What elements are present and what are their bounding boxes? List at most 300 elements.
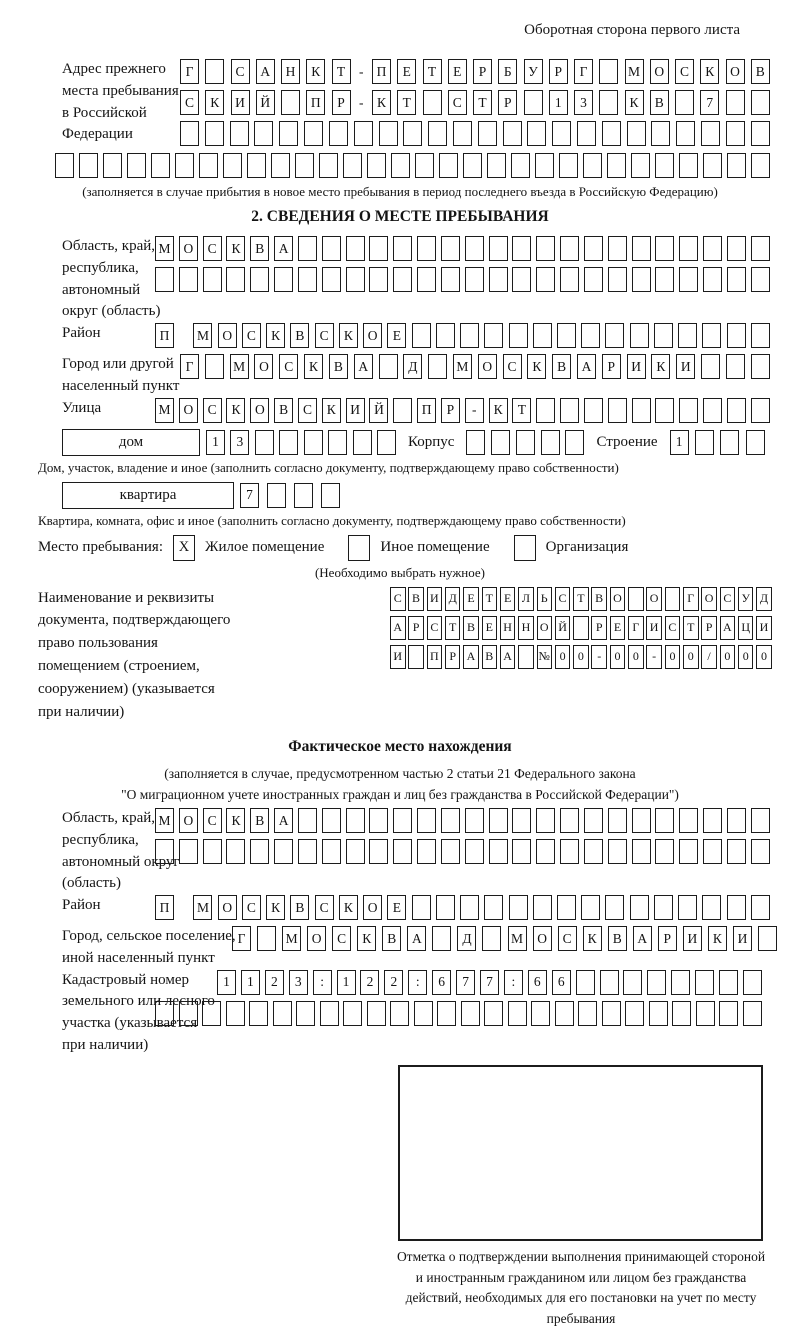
form-cell[interactable] [203, 839, 222, 864]
form-cell[interactable]: С [665, 616, 681, 640]
form-cell[interactable] [727, 153, 746, 178]
form-cell[interactable] [608, 839, 627, 864]
form-cell[interactable] [465, 267, 484, 292]
form-cell[interactable]: В [274, 398, 293, 423]
form-cell[interactable]: А [390, 616, 406, 640]
form-cell[interactable]: С [203, 236, 222, 261]
form-cell[interactable] [390, 1001, 409, 1026]
form-cell[interactable] [491, 430, 510, 455]
form-cell[interactable]: - [465, 398, 484, 423]
form-cell[interactable]: П [155, 895, 174, 920]
form-cell[interactable]: 2 [265, 970, 284, 995]
form-cell[interactable]: 1 [206, 430, 225, 455]
form-cell[interactable]: В [650, 90, 669, 115]
form-cell[interactable]: 0 [683, 645, 699, 669]
form-cell[interactable] [180, 121, 199, 146]
form-cell[interactable]: О [218, 323, 237, 348]
form-cell[interactable] [322, 236, 341, 261]
form-cell[interactable] [758, 926, 777, 951]
form-cell[interactable]: Л [518, 587, 534, 611]
form-cell[interactable] [417, 839, 436, 864]
form-cell[interactable]: Т [423, 59, 442, 84]
form-cell[interactable] [295, 153, 314, 178]
form-cell[interactable] [250, 839, 269, 864]
form-cell[interactable] [412, 323, 431, 348]
form-cell[interactable] [369, 267, 388, 292]
form-cell[interactable] [536, 398, 555, 423]
form-cell[interactable] [518, 645, 534, 669]
form-cell[interactable]: О [646, 587, 662, 611]
form-cell[interactable]: В [290, 323, 309, 348]
form-cell[interactable] [461, 1001, 480, 1026]
form-cell[interactable] [393, 808, 412, 833]
form-cell[interactable]: С [242, 895, 261, 920]
form-cell[interactable]: С [242, 323, 261, 348]
form-cell[interactable]: В [382, 926, 401, 951]
form-cell[interactable] [321, 483, 340, 508]
form-cell[interactable] [678, 323, 697, 348]
form-cell[interactable]: И [427, 587, 443, 611]
form-cell[interactable]: 1 [337, 970, 356, 995]
form-cell[interactable] [630, 895, 649, 920]
form-cell[interactable] [322, 267, 341, 292]
form-cell[interactable] [489, 839, 508, 864]
form-cell[interactable]: 3 [574, 90, 593, 115]
form-cell[interactable] [649, 1001, 668, 1026]
form-cell[interactable] [226, 267, 245, 292]
form-cell[interactable]: Д [756, 587, 772, 611]
form-cell[interactable] [751, 236, 770, 261]
form-cell[interactable]: / [701, 645, 717, 669]
form-cell[interactable]: П [427, 645, 443, 669]
form-cell[interactable] [552, 121, 571, 146]
form-cell[interactable] [651, 121, 670, 146]
form-cell[interactable]: : [504, 970, 523, 995]
form-cell[interactable] [267, 483, 286, 508]
form-cell[interactable] [584, 808, 603, 833]
form-cell[interactable] [573, 616, 589, 640]
form-cell[interactable] [541, 430, 560, 455]
form-cell[interactable] [428, 121, 447, 146]
form-cell[interactable] [701, 121, 720, 146]
form-cell[interactable] [484, 895, 503, 920]
form-cell[interactable] [695, 430, 714, 455]
form-cell[interactable]: Е [397, 59, 416, 84]
form-cell[interactable] [175, 153, 194, 178]
form-cell[interactable] [428, 354, 447, 379]
form-cell[interactable] [432, 926, 451, 951]
form-cell[interactable] [607, 153, 626, 178]
form-cell[interactable]: К [651, 354, 670, 379]
form-cell[interactable]: К [527, 354, 546, 379]
form-cell[interactable] [279, 121, 298, 146]
form-cell[interactable]: Р [701, 616, 717, 640]
form-cell[interactable] [535, 153, 554, 178]
form-cell[interactable]: 1 [670, 430, 689, 455]
form-cell[interactable] [369, 236, 388, 261]
form-cell[interactable] [696, 1001, 715, 1026]
form-cell[interactable] [751, 323, 770, 348]
form-cell[interactable] [441, 267, 460, 292]
form-cell[interactable] [319, 153, 338, 178]
form-cell[interactable] [584, 839, 603, 864]
form-cell[interactable]: : [313, 970, 332, 995]
form-cell[interactable]: С [427, 616, 443, 640]
form-cell[interactable] [655, 808, 674, 833]
form-cell[interactable] [155, 267, 174, 292]
form-cell[interactable] [354, 121, 373, 146]
form-cell[interactable] [393, 839, 412, 864]
form-cell[interactable]: М [193, 323, 212, 348]
form-cell[interactable] [367, 1001, 386, 1026]
form-cell[interactable] [600, 970, 619, 995]
form-cell[interactable]: К [339, 895, 358, 920]
form-cell[interactable]: И [676, 354, 695, 379]
form-cell[interactable]: Т [512, 398, 531, 423]
form-cell[interactable]: Е [500, 587, 516, 611]
form-cell[interactable]: И [646, 616, 662, 640]
form-cell[interactable]: С [315, 895, 334, 920]
form-cell[interactable] [423, 90, 442, 115]
form-cell[interactable]: 6 [528, 970, 547, 995]
form-cell[interactable] [665, 587, 681, 611]
form-cell[interactable] [701, 354, 720, 379]
form-cell[interactable] [516, 430, 535, 455]
form-cell[interactable] [298, 267, 317, 292]
form-cell[interactable] [746, 430, 765, 455]
form-cell[interactable] [179, 267, 198, 292]
form-cell[interactable] [679, 808, 698, 833]
form-cell[interactable] [393, 267, 412, 292]
form-cell[interactable]: 1 [549, 90, 568, 115]
form-cell[interactable]: Е [387, 323, 406, 348]
form-cell[interactable]: М [155, 808, 174, 833]
form-cell[interactable] [205, 59, 224, 84]
form-cell[interactable]: 6 [432, 970, 451, 995]
form-cell[interactable]: К [357, 926, 376, 951]
form-cell[interactable]: П [372, 59, 391, 84]
form-cell[interactable]: А [577, 354, 596, 379]
form-cell[interactable]: О [726, 59, 745, 84]
form-cell[interactable] [274, 839, 293, 864]
form-cell[interactable]: В [591, 587, 607, 611]
form-cell[interactable] [602, 121, 621, 146]
form-cell[interactable]: 7 [240, 483, 259, 508]
form-cell[interactable]: В [463, 616, 479, 640]
form-cell[interactable]: 0 [665, 645, 681, 669]
form-cell[interactable] [536, 236, 555, 261]
form-cell[interactable]: 3 [230, 430, 249, 455]
form-cell[interactable]: Р [441, 398, 460, 423]
form-cell[interactable] [417, 236, 436, 261]
form-cell[interactable]: Т [482, 587, 498, 611]
form-cell[interactable]: 6 [552, 970, 571, 995]
form-cell[interactable]: 0 [720, 645, 736, 669]
form-cell[interactable]: Д [457, 926, 476, 951]
form-cell[interactable] [79, 153, 98, 178]
form-cell[interactable]: Е [463, 587, 479, 611]
form-cell[interactable] [555, 1001, 574, 1026]
form-cell[interactable] [524, 90, 543, 115]
form-cell[interactable]: И [627, 354, 646, 379]
checkbox-residential[interactable]: X [173, 535, 195, 561]
form-cell[interactable]: И [683, 926, 702, 951]
form-cell[interactable] [328, 430, 347, 455]
form-cell[interactable]: А [354, 354, 373, 379]
form-cell[interactable]: Й [555, 616, 571, 640]
form-cell[interactable]: К [304, 354, 323, 379]
form-cell[interactable] [441, 236, 460, 261]
form-cell[interactable]: Т [332, 59, 351, 84]
form-cell[interactable]: И [733, 926, 752, 951]
form-cell[interactable]: Т [473, 90, 492, 115]
form-cell[interactable] [460, 323, 479, 348]
form-cell[interactable]: М [625, 59, 644, 84]
form-cell[interactable]: П [306, 90, 325, 115]
form-cell[interactable] [379, 354, 398, 379]
form-cell[interactable] [202, 1001, 221, 1026]
form-cell[interactable]: М [282, 926, 301, 951]
form-cell[interactable]: К [226, 398, 245, 423]
form-cell[interactable] [655, 267, 674, 292]
form-cell[interactable] [304, 430, 323, 455]
form-cell[interactable] [508, 1001, 527, 1026]
form-cell[interactable] [346, 808, 365, 833]
form-cell[interactable] [608, 808, 627, 833]
form-cell[interactable]: 7 [480, 970, 499, 995]
form-cell[interactable] [655, 398, 674, 423]
form-cell[interactable] [608, 398, 627, 423]
form-cell[interactable] [751, 90, 770, 115]
form-cell[interactable] [322, 839, 341, 864]
form-cell[interactable] [298, 808, 317, 833]
form-cell[interactable] [353, 430, 372, 455]
form-cell[interactable]: С [675, 59, 694, 84]
form-cell[interactable] [463, 153, 482, 178]
form-cell[interactable] [703, 153, 722, 178]
form-cell[interactable]: О [179, 236, 198, 261]
form-cell[interactable] [478, 121, 497, 146]
form-cell[interactable] [512, 839, 531, 864]
form-cell[interactable]: В [482, 645, 498, 669]
form-cell[interactable] [484, 1001, 503, 1026]
form-cell[interactable] [412, 895, 431, 920]
form-cell[interactable] [249, 1001, 268, 1026]
form-cell[interactable]: О [250, 398, 269, 423]
form-cell[interactable] [679, 153, 698, 178]
form-cell[interactable] [605, 323, 624, 348]
form-cell[interactable] [751, 839, 770, 864]
form-cell[interactable] [322, 808, 341, 833]
form-cell[interactable] [343, 1001, 362, 1026]
form-cell[interactable]: 7 [456, 970, 475, 995]
form-cell[interactable]: М [155, 398, 174, 423]
form-cell[interactable] [531, 1001, 550, 1026]
form-cell[interactable]: О [218, 895, 237, 920]
form-cell[interactable] [273, 1001, 292, 1026]
form-cell[interactable]: М [230, 354, 249, 379]
form-cell[interactable] [557, 323, 576, 348]
form-cell[interactable]: К [583, 926, 602, 951]
form-cell[interactable] [727, 895, 746, 920]
form-cell[interactable] [719, 970, 738, 995]
form-cell[interactable]: : [408, 970, 427, 995]
form-cell[interactable]: К [700, 59, 719, 84]
form-cell[interactable] [584, 236, 603, 261]
form-cell[interactable] [527, 121, 546, 146]
form-cell[interactable]: И [231, 90, 250, 115]
form-cell[interactable]: Р [658, 926, 677, 951]
form-cell[interactable]: В [290, 895, 309, 920]
form-cell[interactable] [489, 236, 508, 261]
form-cell[interactable]: А [720, 616, 736, 640]
form-cell[interactable] [557, 895, 576, 920]
form-cell[interactable] [632, 808, 651, 833]
form-cell[interactable] [727, 398, 746, 423]
form-cell[interactable]: - [646, 645, 662, 669]
form-cell[interactable]: С [180, 90, 199, 115]
checkbox-organization[interactable] [514, 535, 536, 561]
form-cell[interactable] [465, 236, 484, 261]
form-cell[interactable] [55, 153, 74, 178]
form-cell[interactable] [679, 398, 698, 423]
form-cell[interactable] [727, 323, 746, 348]
form-cell[interactable] [584, 267, 603, 292]
form-cell[interactable]: Н [281, 59, 300, 84]
form-cell[interactable] [536, 267, 555, 292]
form-cell[interactable]: - [591, 645, 607, 669]
form-cell[interactable] [577, 121, 596, 146]
form-cell[interactable] [671, 970, 690, 995]
form-cell[interactable]: Р [445, 645, 461, 669]
form-cell[interactable] [726, 354, 745, 379]
form-cell[interactable]: Г [574, 59, 593, 84]
form-cell[interactable]: К [266, 895, 285, 920]
form-cell[interactable]: Р [332, 90, 351, 115]
form-cell[interactable]: А [463, 645, 479, 669]
form-cell[interactable] [675, 90, 694, 115]
form-cell[interactable]: 0 [610, 645, 626, 669]
form-cell[interactable] [223, 153, 242, 178]
form-cell[interactable]: О [363, 323, 382, 348]
form-cell[interactable]: Г [628, 616, 644, 640]
form-cell[interactable] [487, 153, 506, 178]
form-cell[interactable] [441, 839, 460, 864]
form-cell[interactable]: К [266, 323, 285, 348]
form-cell[interactable] [560, 398, 579, 423]
form-cell[interactable] [654, 323, 673, 348]
form-cell[interactable] [576, 970, 595, 995]
form-cell[interactable]: Б [498, 59, 517, 84]
form-cell[interactable] [584, 398, 603, 423]
form-cell[interactable]: О [533, 926, 552, 951]
form-cell[interactable] [727, 839, 746, 864]
form-cell[interactable]: Р [473, 59, 492, 84]
form-cell[interactable]: С [448, 90, 467, 115]
form-cell[interactable] [271, 153, 290, 178]
form-cell[interactable] [743, 970, 762, 995]
form-cell[interactable] [655, 236, 674, 261]
form-cell[interactable]: О [363, 895, 382, 920]
form-cell[interactable]: И [346, 398, 365, 423]
form-cell[interactable]: С [315, 323, 334, 348]
form-cell[interactable]: 0 [756, 645, 772, 669]
form-cell[interactable]: К [625, 90, 644, 115]
form-cell[interactable]: В [250, 808, 269, 833]
form-cell[interactable]: Н [518, 616, 534, 640]
form-cell[interactable] [676, 121, 695, 146]
form-cell[interactable]: О [537, 616, 553, 640]
form-cell[interactable] [565, 430, 584, 455]
form-cell[interactable] [628, 587, 644, 611]
form-cell[interactable] [503, 121, 522, 146]
form-cell[interactable] [630, 323, 649, 348]
form-cell[interactable]: М [453, 354, 472, 379]
form-cell[interactable]: М [155, 236, 174, 261]
form-cell[interactable] [436, 323, 455, 348]
form-cell[interactable] [179, 1001, 198, 1026]
form-cell[interactable] [727, 236, 746, 261]
form-cell[interactable] [296, 1001, 315, 1026]
form-cell[interactable] [632, 839, 651, 864]
form-cell[interactable] [436, 895, 455, 920]
form-cell[interactable] [703, 398, 722, 423]
form-cell[interactable] [343, 153, 362, 178]
form-cell[interactable] [679, 236, 698, 261]
form-cell[interactable] [599, 90, 618, 115]
form-cell[interactable] [751, 895, 770, 920]
form-cell[interactable]: К [226, 236, 245, 261]
form-cell[interactable] [489, 267, 508, 292]
form-cell[interactable] [393, 236, 412, 261]
form-cell[interactable] [205, 121, 224, 146]
form-cell[interactable] [625, 1001, 644, 1026]
form-cell[interactable]: С [555, 587, 571, 611]
form-cell[interactable]: 1 [217, 970, 236, 995]
form-cell[interactable] [441, 808, 460, 833]
form-cell[interactable] [533, 323, 552, 348]
form-cell[interactable] [751, 267, 770, 292]
form-cell[interactable] [751, 808, 770, 833]
form-cell[interactable] [466, 430, 485, 455]
form-cell[interactable] [533, 895, 552, 920]
form-cell[interactable] [203, 267, 222, 292]
form-cell[interactable] [509, 323, 528, 348]
form-cell[interactable]: Ь [537, 587, 553, 611]
form-cell[interactable]: О [179, 808, 198, 833]
form-cell[interactable] [726, 121, 745, 146]
form-cell[interactable] [151, 153, 170, 178]
form-cell[interactable] [294, 483, 313, 508]
form-cell[interactable]: К [226, 808, 245, 833]
form-cell[interactable] [512, 267, 531, 292]
form-cell[interactable] [672, 1001, 691, 1026]
form-cell[interactable] [511, 153, 530, 178]
form-cell[interactable] [720, 430, 739, 455]
form-cell[interactable]: К [372, 90, 391, 115]
form-cell[interactable]: В [608, 926, 627, 951]
form-cell[interactable]: У [738, 587, 754, 611]
form-cell[interactable]: Т [397, 90, 416, 115]
form-cell[interactable] [581, 895, 600, 920]
form-cell[interactable]: Г [683, 587, 699, 611]
form-cell[interactable] [602, 1001, 621, 1026]
form-cell[interactable] [703, 236, 722, 261]
form-cell[interactable] [727, 267, 746, 292]
form-cell[interactable]: Е [482, 616, 498, 640]
form-cell[interactable]: К [489, 398, 508, 423]
form-cell[interactable]: Т [445, 616, 461, 640]
